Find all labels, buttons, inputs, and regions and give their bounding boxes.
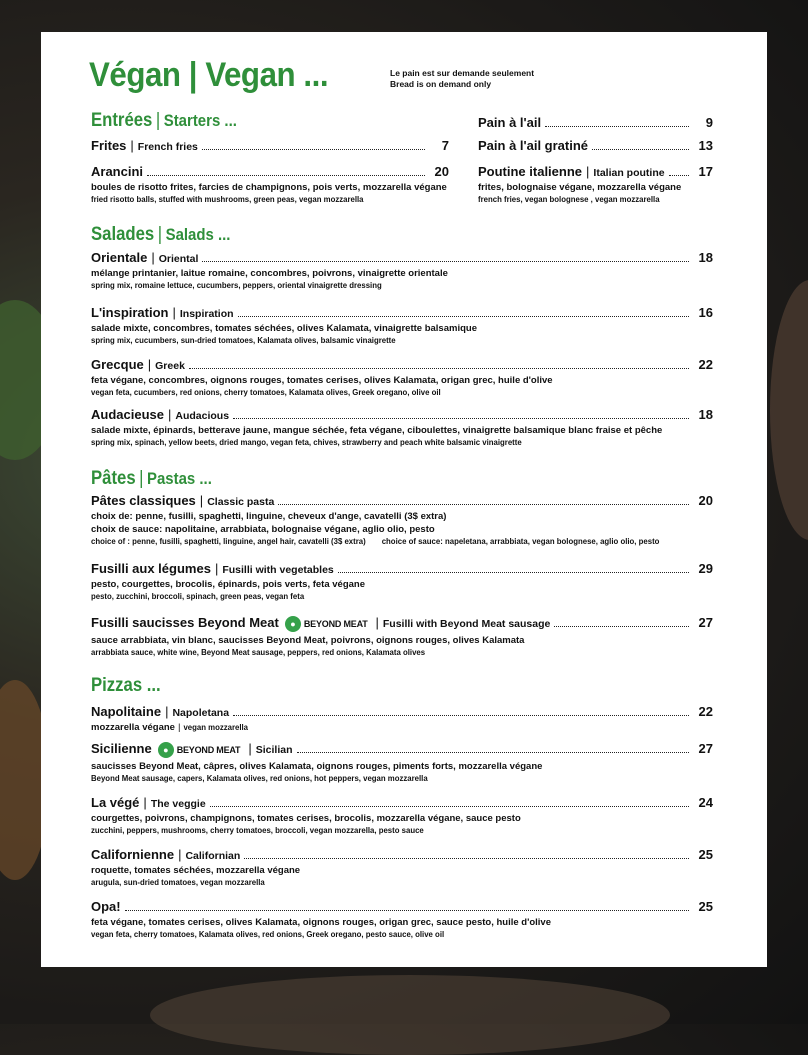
price: 27: [698, 615, 713, 630]
menu-item-grecque: Grecque | Greek 22 feta végane, concombres, oignons rouges, tomates cerises, olives Kalamata, origan grec, huile d'olive vegan feta, cucumbers, red onions, cherry tomatoes, Kalamata olives, Greek oregano, olive oil: [91, 357, 713, 397]
price: 18: [698, 250, 713, 265]
menu-item-pain-ail-gratine: Pain à l'ail gratiné 13: [478, 138, 713, 153]
section-entrees-heading: Entrées | Starters ...: [91, 110, 237, 131]
menu-item-orientale: Orientale | Oriental 18 mélange printanier, laitue romaine, concombres, poivrons, vinaigrette orientale spring mix, romaine lettuce, cucumbers, peppers, oriental vinaigrette dressing: [91, 250, 713, 290]
price: 20: [698, 493, 713, 508]
menu-item-fusilli-saucisses: Fusilli saucisses Beyond Meat ● BEYOND MEAT | Fusilli with Beyond Meat sausage 27 sauce arrabbiata, vin blanc, saucisses Beyond Meat, poivrons, oignons rouges, olives Kalamata arrabbiata sauce, white wine, Beyond Meat sausage, peppers, red onions, Kalamata olives: [91, 615, 713, 657]
menu-title: Végan | Vegan ...: [89, 56, 329, 94]
price: 22: [698, 704, 713, 719]
price: 16: [698, 305, 713, 320]
price: 9: [705, 115, 713, 130]
price: 24: [698, 795, 713, 810]
menu-item-napolitaine: Napolitaine | Napoletana 22 mozzarella végane | vegan mozzarella: [91, 704, 713, 733]
menu-item-pain-ail: Pain à l'ail 9: [478, 115, 713, 130]
menu-item-audacieuse: Audacieuse | Audacious 18 salade mixte, épinards, betterave jaune, mangue séchée, feta végane, ciboulettes, vinaigrette balsamique blanc fraise et pêche spring mix, spinach, yellow beets, dried mango, vegan feta, chives, strawberry and peach white balsamic vinaigrette: [91, 407, 713, 447]
menu-item-poutine: Poutine italienne | Italian poutine 17 frites, bolognaise végane, mozzarella végane french fries, vegan bolognese , vegan mozzarella: [478, 164, 713, 204]
price: 25: [698, 847, 713, 862]
menu-item-sicilienne: Sicilienne ● BEYOND MEAT | Sicilian 27 saucisses Beyond Meat, câpres, olives Kalamata, oignons rouges, piments forts, mozzarella végane Beyond Meat sausage, capers, Kalamata olives, red onions, hot peppers, vegan mozzarella: [91, 741, 713, 783]
menu-item-inspiration: L'inspiration | Inspiration 16 salade mixte, concombres, tomates séchées, olives Kalamata, vinaigrette balsamique spring mix, cucumbers, sun-dried tomatoes, Kalamata olives, balsamic vinaigrette: [91, 305, 713, 345]
menu-item-pates-classiques: Pâtes classiques | Classic pasta 20 choix de: penne, fusilli, spaghetti, linguine, cheveux d'ange, cavatelli (3$ extra) choix de sauce: napolitaine, arrabbiata, bolognaise végane, aglio olio, pesto choice of : penne, fusilli, spaghetti, linguine, angel hair, cavatelli (3$ extra) choice of sauce: napeletana, arrabbiata, vegan bolognese, aglio olio, pesto: [91, 493, 713, 546]
bread-note: Le pain est sur demande seulement Bread is on demand only: [390, 68, 535, 89]
price: 25: [698, 899, 713, 914]
menu-item-fusilli-legumes: Fusilli aux légumes | Fusilli with vegetables 29 pesto, courgettes, brocolis, épinards, pois verts, feta végane pesto, zucchini, broccoli, spinach, green peas, vegan feta: [91, 561, 713, 601]
section-salades-heading: Salades | Salads ...: [91, 224, 231, 245]
price: 20: [434, 164, 449, 179]
beyond-meat-logo: ● BEYOND MEAT: [285, 616, 368, 632]
price: 22: [698, 357, 713, 372]
price: 17: [698, 164, 713, 179]
price: 7: [441, 138, 449, 153]
background-food: [770, 280, 808, 540]
section-pates-heading: Pâtes | Pastas ...: [91, 468, 212, 489]
price: 27: [698, 741, 713, 756]
menu-item-vege: La végé | The veggie 24 courgettes, poivrons, champignons, tomates cerises, brocolis, mozzarella végane, sauce pesto zucchini, peppers, mushrooms, cherry tomatoes, broccoli, vegan mozzarella, pesto sauce: [91, 795, 713, 835]
price: 13: [698, 138, 713, 153]
cow-icon: ●: [158, 742, 174, 758]
menu-item-arancini: Arancini 20 boules de risotto frites, farcies de champignons, pois verts, mozzarella végane fried risotto balls, stuffed with mushrooms, green peas, vegan mozzarella: [91, 164, 449, 204]
menu-item-frites: Frites | French fries 7: [91, 138, 449, 153]
menu-item-californienne: Californienne | Californian 25 roquette, tomates séchées, mozzarella végane arugula, sun-dried tomatoes, vegan mozzarella: [91, 847, 713, 887]
price: 29: [698, 561, 713, 576]
cow-icon: ●: [285, 616, 301, 632]
section-pizzas-heading: Pizzas ...: [91, 675, 161, 696]
beyond-meat-logo: ● BEYOND MEAT: [158, 742, 241, 758]
menu-item-opa: Opa! 25 feta végane, tomates cerises, olives Kalamata, oignons rouges, origan grec, sauce pesto, huile d'olive vegan feta, cherry tomatoes, Kalamata olives, red onions, Greek oregano, pesto sauce, olive oil: [91, 899, 713, 939]
price: 18: [698, 407, 713, 422]
menu-page: [41, 32, 767, 967]
background-plate: [150, 975, 670, 1055]
